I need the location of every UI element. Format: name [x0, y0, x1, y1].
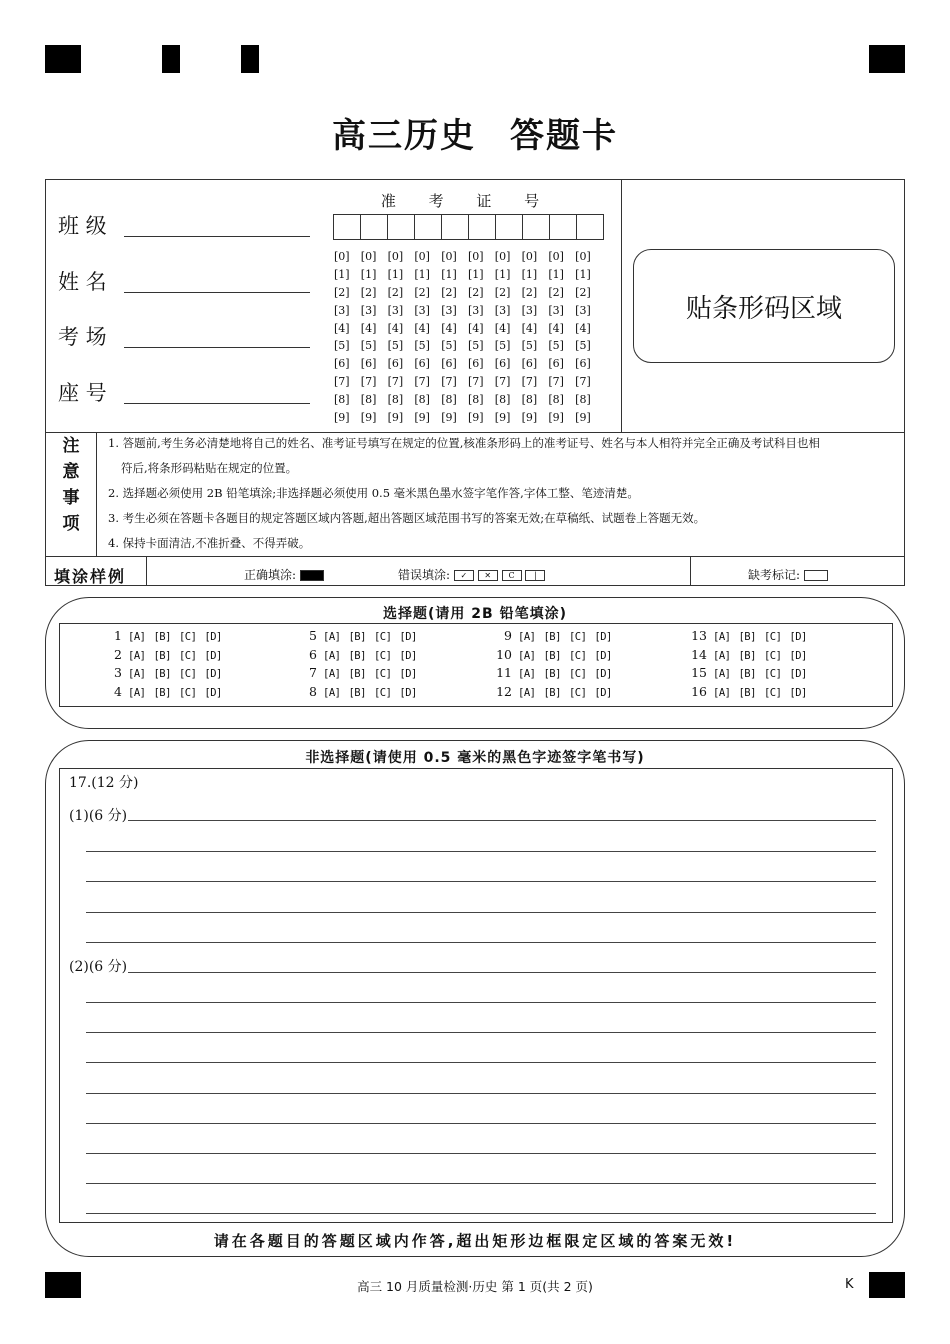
digit-row: [334, 302, 602, 320]
digit-bubble[interactable]: [0]: [441, 250, 457, 263]
digit-bubble[interactable]: [2]: [467, 285, 484, 299]
registration-mark: [869, 45, 905, 73]
digit-bubble[interactable]: [0]: [387, 250, 404, 263]
choice-question: [685, 647, 815, 662]
digit-row: [334, 391, 602, 409]
registration-mark: [162, 45, 180, 73]
option-bubble[interactable]: [C]: [763, 631, 782, 643]
digit-bubble[interactable]: [3]: [441, 303, 457, 317]
choice-question: [490, 647, 620, 662]
digit-bubble[interactable]: [0]: [548, 250, 564, 263]
digit-bubble[interactable]: [8]: [494, 393, 511, 407]
digit-bubble[interactable]: [5]: [575, 339, 591, 353]
choice-question: [490, 628, 620, 643]
question-number: 11: [496, 665, 512, 680]
writing-line[interactable]: [128, 972, 876, 973]
question-number: 3: [114, 665, 122, 680]
digit-bubble[interactable]: [0]: [575, 250, 591, 263]
digit-bubble[interactable]: [7]: [521, 375, 538, 389]
digit-bubble[interactable]: [5]: [494, 339, 511, 353]
digit-bubble[interactable]: [7]: [467, 375, 484, 389]
choice-question: [295, 628, 425, 643]
option-bubble[interactable]: [B]: [738, 686, 756, 699]
digit-bubble[interactable]: [0]: [414, 250, 430, 263]
digit-bubble[interactable]: [0]: [494, 250, 511, 263]
digit-bubble[interactable]: [7]: [441, 375, 457, 389]
digit-bubble[interactable]: [2]: [414, 285, 430, 299]
exam-id-boxes[interactable]: [334, 214, 604, 240]
option-bubble[interactable]: [C]: [763, 668, 782, 680]
digit-bubble[interactable]: [6]: [575, 357, 591, 371]
digit-bubble[interactable]: [5]: [521, 339, 538, 353]
digit-row: [334, 355, 602, 373]
option-bubble[interactable]: [D]: [204, 649, 222, 662]
option-bubble[interactable]: [C]: [763, 649, 782, 662]
option-bubble[interactable]: [D]: [789, 668, 807, 680]
digit-bubble[interactable]: [4]: [575, 321, 591, 335]
option-bubble[interactable]: [C]: [373, 686, 392, 699]
option-bubble[interactable]: [C]: [568, 668, 587, 680]
question-number: 2: [114, 646, 122, 662]
choice-question: [100, 665, 230, 680]
circle-mark-icon: C: [502, 570, 522, 581]
option-bubble[interactable]: [D]: [789, 631, 807, 643]
notice-item-2: 2. 选择题必须使用 2B 铅笔填涂;非选择题必须使用 0.5 毫米黑色墨水签字笔作答,字体工整、笔迹清楚。: [108, 486, 639, 500]
option-bubble[interactable]: [C]: [568, 631, 587, 643]
option-bubble[interactable]: [B]: [348, 668, 366, 680]
digit-bubble[interactable]: [4]: [494, 321, 511, 335]
option-bubble[interactable]: [B]: [543, 649, 561, 662]
digit-bubble[interactable]: [3]: [360, 303, 377, 317]
choice-question: [490, 665, 620, 680]
notice-item-3: 3. 考生必须在答题卡各题目的规定答题区域内答题,超出答题区域范围书写的答案无效;在草稿纸、试题卷上答题无效。: [108, 511, 706, 525]
choice-question: [490, 684, 620, 699]
digit-bubble[interactable]: [1]: [441, 267, 457, 281]
option-bubble[interactable]: [D]: [399, 631, 417, 643]
choice-question: [295, 684, 425, 699]
digit-bubble[interactable]: [5]: [467, 339, 484, 353]
digit-row: [334, 248, 602, 266]
essay-section: [45, 740, 905, 1257]
digit-bubble[interactable]: [0]: [334, 250, 350, 263]
question-number: 1: [114, 628, 122, 643]
option-bubble[interactable]: [D]: [789, 686, 807, 699]
option-bubble[interactable]: [D]: [594, 668, 612, 680]
digit-bubble[interactable]: [8]: [441, 393, 457, 407]
choice-answer-area: [59, 623, 893, 707]
option-bubble[interactable]: [C]: [178, 686, 197, 699]
digit-bubble[interactable]: [9]: [360, 411, 377, 425]
digit-bubble[interactable]: [4]: [548, 321, 564, 335]
digit-bubble[interactable]: [6]: [441, 357, 457, 371]
digit-bubble[interactable]: [9]: [575, 411, 591, 425]
digit-bubble[interactable]: [8]: [575, 393, 591, 407]
digit-bubble[interactable]: [8]: [548, 393, 564, 407]
digit-bubble[interactable]: [7]: [387, 375, 404, 389]
option-bubble[interactable]: [D]: [204, 668, 222, 680]
option-bubble[interactable]: [A]: [323, 668, 341, 680]
digit-bubble[interactable]: [1]: [575, 267, 591, 281]
filled-bubble-icon: [300, 570, 324, 581]
option-bubble[interactable]: [A]: [713, 686, 731, 699]
digit-bubble[interactable]: [7]: [360, 375, 377, 389]
absent-bubble-icon: [804, 570, 828, 581]
option-bubble[interactable]: [A]: [128, 649, 146, 662]
question-number: 9: [504, 628, 512, 643]
digit-bubble[interactable]: [4]: [360, 321, 377, 335]
digit-bubble[interactable]: [7]: [548, 375, 564, 389]
option-bubble[interactable]: [C]: [373, 649, 392, 662]
option-bubble[interactable]: [B]: [543, 686, 561, 699]
digit-bubble[interactable]: [9]: [521, 411, 538, 425]
option-bubble[interactable]: [D]: [594, 631, 612, 643]
digit-bubble[interactable]: [9]: [494, 411, 511, 425]
option-bubble[interactable]: [A]: [128, 631, 146, 643]
question-number: 4: [114, 683, 122, 699]
name-field[interactable]: 姓 名: [58, 266, 124, 296]
digit-bubble[interactable]: [8]: [360, 393, 377, 407]
option-bubble[interactable]: [B]: [738, 631, 756, 643]
digit-bubble[interactable]: [7]: [575, 375, 591, 389]
option-bubble[interactable]: [A]: [323, 649, 341, 662]
question-number: 6: [309, 646, 317, 662]
digit-bubble[interactable]: [5]: [441, 339, 457, 353]
digit-bubble[interactable]: [1]: [334, 267, 350, 281]
digit-bubble[interactable]: [3]: [548, 303, 564, 317]
absent-mark[interactable]: 缺考标记:: [748, 566, 828, 583]
subject-title: 高三历史: [332, 116, 476, 156]
digit-bubble[interactable]: [6]: [334, 357, 350, 371]
option-bubble[interactable]: [B]: [153, 686, 171, 699]
writing-line[interactable]: [86, 1153, 876, 1154]
option-bubble[interactable]: [C]: [178, 631, 197, 643]
option-bubble[interactable]: [B]: [348, 631, 366, 643]
digit-bubble[interactable]: [5]: [548, 339, 564, 353]
digit-bubble[interactable]: [0]: [521, 250, 538, 263]
digit-bubble[interactable]: [0]: [360, 250, 377, 263]
choice-question: [100, 684, 230, 699]
digit-bubble[interactable]: [3]: [575, 303, 591, 317]
option-bubble[interactable]: [B]: [543, 631, 561, 643]
digit-bubble[interactable]: [2]: [387, 285, 404, 299]
digit-bubble[interactable]: [4]: [467, 321, 484, 335]
digit-bubble[interactable]: [8]: [387, 393, 404, 407]
choice-question: [685, 665, 815, 680]
class-field[interactable]: 班 级: [58, 210, 124, 240]
digit-bubble[interactable]: [9]: [334, 411, 350, 425]
digit-row: [334, 284, 602, 302]
digit-bubble[interactable]: [1]: [521, 267, 538, 281]
digit-bubble[interactable]: [8]: [467, 393, 484, 407]
student-info-box: [45, 179, 905, 586]
fill-example-label: 填涂样例: [54, 567, 127, 586]
digit-bubble[interactable]: [1]: [360, 267, 377, 281]
correct-fill-example: 正确填涂:: [244, 566, 324, 583]
writing-line[interactable]: [86, 881, 876, 882]
option-bubble[interactable]: [B]: [738, 649, 756, 662]
wrong-fill-example: 错误填涂: ✓ ✕ C |: [398, 566, 545, 583]
question-number: 16: [691, 683, 707, 699]
digit-bubble[interactable]: [2]: [575, 285, 591, 299]
digit-bubble[interactable]: [5]: [387, 339, 404, 353]
option-bubble[interactable]: [D]: [594, 686, 612, 699]
digit-row: [334, 320, 602, 338]
digit-bubble[interactable]: [0]: [467, 250, 484, 263]
digit-bubble[interactable]: [5]: [360, 339, 377, 353]
room-field[interactable]: 考 场: [58, 321, 124, 351]
option-bubble[interactable]: [B]: [543, 668, 561, 680]
answer-area-warning: 请在各题目的答题区域内作答,超出矩形边框限定区域的答案无效!: [213, 1232, 737, 1250]
digit-bubble[interactable]: [7]: [414, 375, 430, 389]
question-number: 12: [496, 683, 512, 699]
option-bubble[interactable]: [A]: [713, 649, 731, 662]
writing-line[interactable]: [86, 1062, 876, 1063]
digit-bubble[interactable]: [2]: [521, 285, 538, 299]
choice-question: [295, 665, 425, 680]
cross-mark-icon: ✕: [478, 570, 498, 581]
option-bubble[interactable]: [A]: [128, 686, 146, 699]
writing-line[interactable]: [86, 1032, 876, 1033]
digit-bubble[interactable]: [9]: [387, 411, 404, 425]
option-bubble[interactable]: [C]: [763, 686, 782, 699]
option-bubble[interactable]: [C]: [178, 668, 197, 680]
writing-line[interactable]: [86, 1002, 876, 1003]
option-bubble[interactable]: [C]: [568, 649, 587, 662]
option-bubble[interactable]: [A]: [518, 649, 536, 662]
writing-line[interactable]: [86, 1123, 876, 1124]
digit-bubble[interactable]: [4]: [387, 321, 404, 335]
digit-bubble[interactable]: [5]: [334, 339, 350, 353]
digit-row: [334, 266, 602, 284]
digit-bubble[interactable]: [8]: [521, 393, 538, 407]
essay-title: 非选择题(请使用 0.5 毫米的黑色字迹签字笔书写): [305, 750, 645, 766]
option-bubble[interactable]: [B]: [153, 631, 171, 643]
digit-bubble[interactable]: [6]: [521, 357, 538, 371]
option-bubble[interactable]: [A]: [518, 631, 536, 643]
digit-bubble[interactable]: [3]: [494, 303, 511, 317]
digit-bubble[interactable]: [4]: [334, 321, 350, 335]
version-code: K: [845, 1277, 854, 1292]
digit-bubble[interactable]: [1]: [548, 267, 564, 281]
option-bubble[interactable]: [A]: [518, 668, 536, 680]
page-footer: 高三 10 月质量检测·历史 第 1 页(共 2 页): [357, 1279, 593, 1294]
option-bubble[interactable]: [A]: [128, 668, 146, 680]
digit-bubble[interactable]: [3]: [521, 303, 538, 317]
digit-bubble[interactable]: [3]: [334, 303, 350, 317]
choice-section: [45, 597, 905, 729]
digit-row: [334, 337, 602, 355]
digit-bubble[interactable]: [8]: [414, 393, 430, 407]
digit-bubble[interactable]: [6]: [494, 357, 511, 371]
option-bubble[interactable]: [A]: [713, 631, 731, 643]
digit-bubble[interactable]: [9]: [414, 411, 430, 425]
question-number: 7: [309, 665, 317, 680]
digit-bubble[interactable]: [7]: [334, 375, 350, 389]
digit-bubble[interactable]: [4]: [414, 321, 430, 335]
digit-bubble[interactable]: [6]: [548, 357, 564, 371]
digit-bubble[interactable]: [4]: [521, 321, 538, 335]
registration-mark: [241, 45, 259, 73]
writing-line[interactable]: [128, 820, 876, 821]
part-2-label: (2)(6 分): [69, 959, 128, 975]
writing-line[interactable]: [86, 1213, 876, 1214]
digit-bubble[interactable]: [9]: [467, 411, 484, 425]
seat-field[interactable]: 座 号: [58, 377, 124, 407]
option-bubble[interactable]: [D]: [204, 686, 222, 699]
notice-item-1-cont: 符后,将条形码粘贴在规定的位置。: [121, 461, 298, 475]
option-bubble[interactable]: [A]: [323, 686, 341, 699]
question-17-label: 17.(12 分): [69, 775, 139, 791]
exam-id-bubble-grid[interactable]: [334, 248, 602, 427]
digit-bubble[interactable]: [1]: [494, 267, 511, 281]
option-bubble[interactable]: [D]: [204, 631, 222, 643]
page-title: [0, 108, 950, 157]
exam-id-title: 准 考 证 号: [380, 192, 554, 210]
choice-question: [685, 628, 815, 643]
option-bubble[interactable]: [A]: [323, 631, 341, 643]
digit-bubble[interactable]: [3]: [387, 303, 404, 317]
notice-item-4: 4. 保持卡面清洁,不准折叠、不得弄破。: [108, 536, 311, 550]
digit-bubble[interactable]: [2]: [441, 285, 457, 299]
digit-bubble[interactable]: [8]: [334, 393, 350, 407]
question-number: 10: [496, 646, 512, 662]
option-bubble[interactable]: [C]: [568, 686, 587, 699]
option-bubble[interactable]: [D]: [789, 649, 807, 662]
part-1-label: (1)(6 分): [69, 808, 128, 824]
question-number: 14: [691, 646, 707, 662]
writing-line[interactable]: [86, 912, 876, 913]
choice-title: 选择题(请用 2B 铅笔填涂): [383, 606, 567, 622]
digit-bubble[interactable]: [6]: [467, 357, 484, 371]
essay-answer-area[interactable]: [59, 768, 893, 1223]
option-bubble[interactable]: [B]: [348, 649, 366, 662]
option-bubble[interactable]: [D]: [399, 686, 417, 699]
digit-bubble[interactable]: [2]: [548, 285, 564, 299]
option-bubble[interactable]: [B]: [153, 668, 171, 680]
writing-line[interactable]: [86, 1183, 876, 1184]
option-bubble[interactable]: [D]: [399, 668, 417, 680]
digit-bubble[interactable]: [6]: [414, 357, 430, 371]
question-number: 8: [309, 683, 317, 699]
question-number: 15: [691, 665, 707, 680]
option-bubble[interactable]: [B]: [348, 686, 366, 699]
notice-label: 注 意 事 项: [62, 436, 80, 534]
digit-row: [334, 373, 602, 391]
digit-bubble[interactable]: [3]: [467, 303, 484, 317]
digit-bubble[interactable]: [6]: [387, 357, 404, 371]
option-bubble[interactable]: [A]: [713, 668, 731, 680]
option-bubble[interactable]: [A]: [518, 686, 536, 699]
choice-question: [100, 647, 230, 662]
choice-question: [685, 684, 815, 699]
digit-bubble[interactable]: [9]: [548, 411, 564, 425]
digit-bubble[interactable]: [1]: [414, 267, 430, 281]
digit-row: [334, 409, 602, 427]
question-number: 5: [309, 628, 317, 643]
option-bubble[interactable]: [C]: [373, 631, 392, 643]
digit-bubble[interactable]: [7]: [494, 375, 511, 389]
digit-bubble[interactable]: [5]: [414, 339, 430, 353]
choice-question: [100, 628, 230, 643]
check-mark-icon: ✓: [454, 570, 474, 581]
option-bubble[interactable]: [D]: [594, 649, 612, 662]
digit-bubble[interactable]: [2]: [360, 285, 377, 299]
digit-bubble[interactable]: [4]: [441, 321, 457, 335]
writing-line[interactable]: [86, 942, 876, 943]
option-bubble[interactable]: [D]: [399, 649, 417, 662]
notice-item-1: 1. 答题前,考生务必清楚地将自己的姓名、准考证号填写在规定的位置,核准条形码上的准考证号、姓名与本人相符并完全正确及考试科目也相: [108, 436, 820, 450]
digit-bubble[interactable]: [9]: [441, 411, 457, 425]
card-title: 答题卡: [510, 116, 618, 156]
line-mark-icon: |: [525, 570, 545, 581]
choice-question: [295, 647, 425, 662]
option-bubble[interactable]: [B]: [153, 649, 171, 662]
option-bubble[interactable]: [C]: [373, 668, 392, 680]
digit-bubble[interactable]: [2]: [494, 285, 511, 299]
barcode-area: 贴条形码区域: [633, 249, 895, 363]
question-number: 13: [691, 628, 707, 643]
digit-bubble[interactable]: [2]: [334, 285, 350, 299]
digit-bubble[interactable]: [6]: [360, 357, 377, 371]
registration-mark: [45, 45, 81, 73]
option-bubble[interactable]: [C]: [178, 649, 197, 662]
writing-line[interactable]: [86, 1093, 876, 1094]
option-bubble[interactable]: [B]: [738, 668, 756, 680]
digit-bubble[interactable]: [1]: [467, 267, 484, 281]
writing-line[interactable]: [86, 851, 876, 852]
digit-bubble[interactable]: [1]: [387, 267, 404, 281]
digit-bubble[interactable]: [3]: [414, 303, 430, 317]
